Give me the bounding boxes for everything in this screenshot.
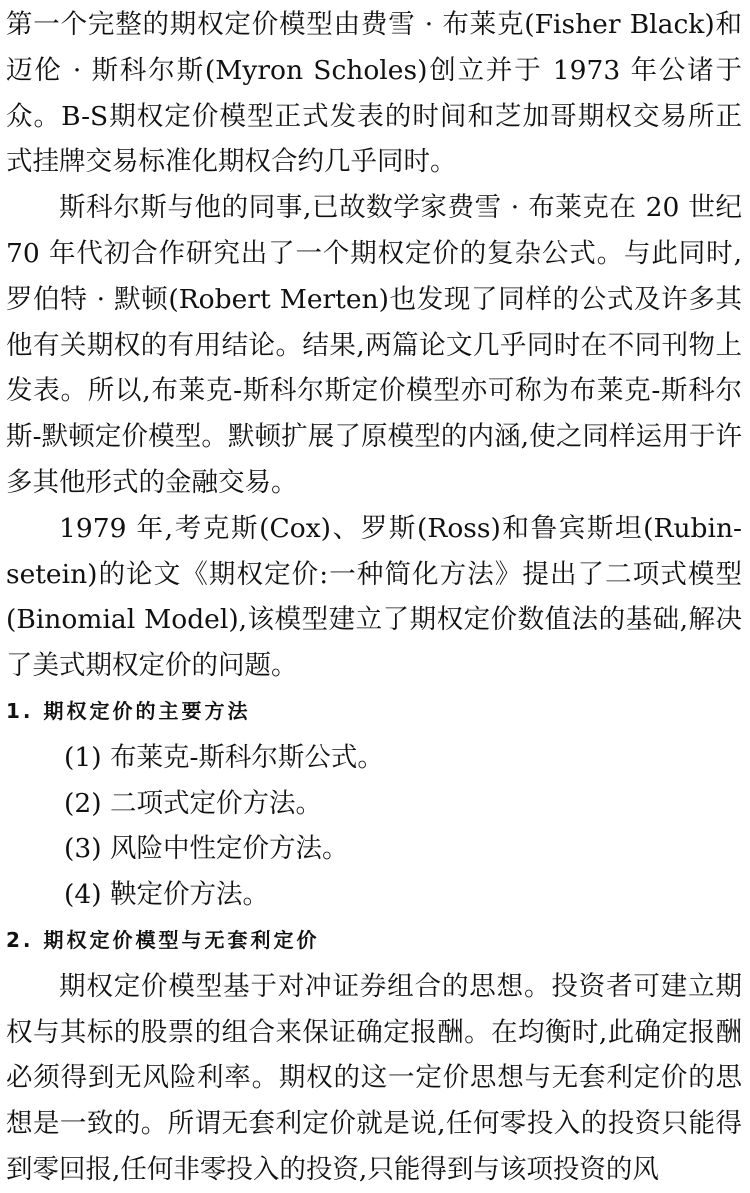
document-page xyxy=(6,2,742,1193)
list-item: (1) 布莱克-斯科尔斯公式。 xyxy=(64,741,384,773)
list-item: (2) 二项式定价方法。 xyxy=(64,787,322,819)
section-heading-methods: 1. 期权定价的主要方法 xyxy=(6,698,251,723)
binomial-paragraph: 1979 年,考克斯(Cox)、罗斯(Ross)和鲁宾斯坦(Rubin-setein)的论文《期权定价:一种简化方法》提出了二项式模型(Binomial Model),该模型建立了期权定价数值法的基础,解决了美式期权定价的问题。 xyxy=(6,512,742,682)
history-paragraph: 斯科尔斯与他的同事,已故数学家费雪 · 布莱克在 20 世纪 70 年代初合作研究出了一个期权定价的复杂公式。与此同时,罗伯特 · 默顿(Robert Merten)也发现了同样的公式及许多其他有关期权的有用结论。结果,两篇论文几乎同时在不同刊物上发表。所以,布莱克-斯科尔斯定价模型亦可称为布莱克-斯科尔斯-默顿定价模型。默顿扩展了原模型的内涵,使之同样运用于许多其他形式的金融交易。 xyxy=(6,192,742,498)
section-heading-arbitrage: 2. 期权定价模型与无套利定价 xyxy=(6,927,320,952)
list-item: (4) 鞅定价方法。 xyxy=(64,879,269,911)
list-item: (3) 风险中性定价方法。 xyxy=(64,833,349,865)
intro-paragraph: 第一个完整的期权定价模型由费雪 · 布莱克(Fisher Black)和迈伦 · 斯科尔斯(Myron Scholes)创立并于 1973 年公诸于众。B-S期权定价模型正式发表的时间和芝加哥期权交易所正式挂牌交易标准化期权合约几乎同时。 xyxy=(6,9,742,178)
arbitrage-paragraph: 期权定价模型基于对冲证券组合的思想。投资者可建立期权与其标的股票的组合来保证确定报酬。在均衡时,此确定报酬必须得到无风险利率。期权的这一定价思想与无套利定价的思想是一致的。所谓无套利定价就是说,任何零投入的投资只能得到零回报,任何非零投入的投资,只能得到与该项投资的风 xyxy=(6,970,742,1185)
